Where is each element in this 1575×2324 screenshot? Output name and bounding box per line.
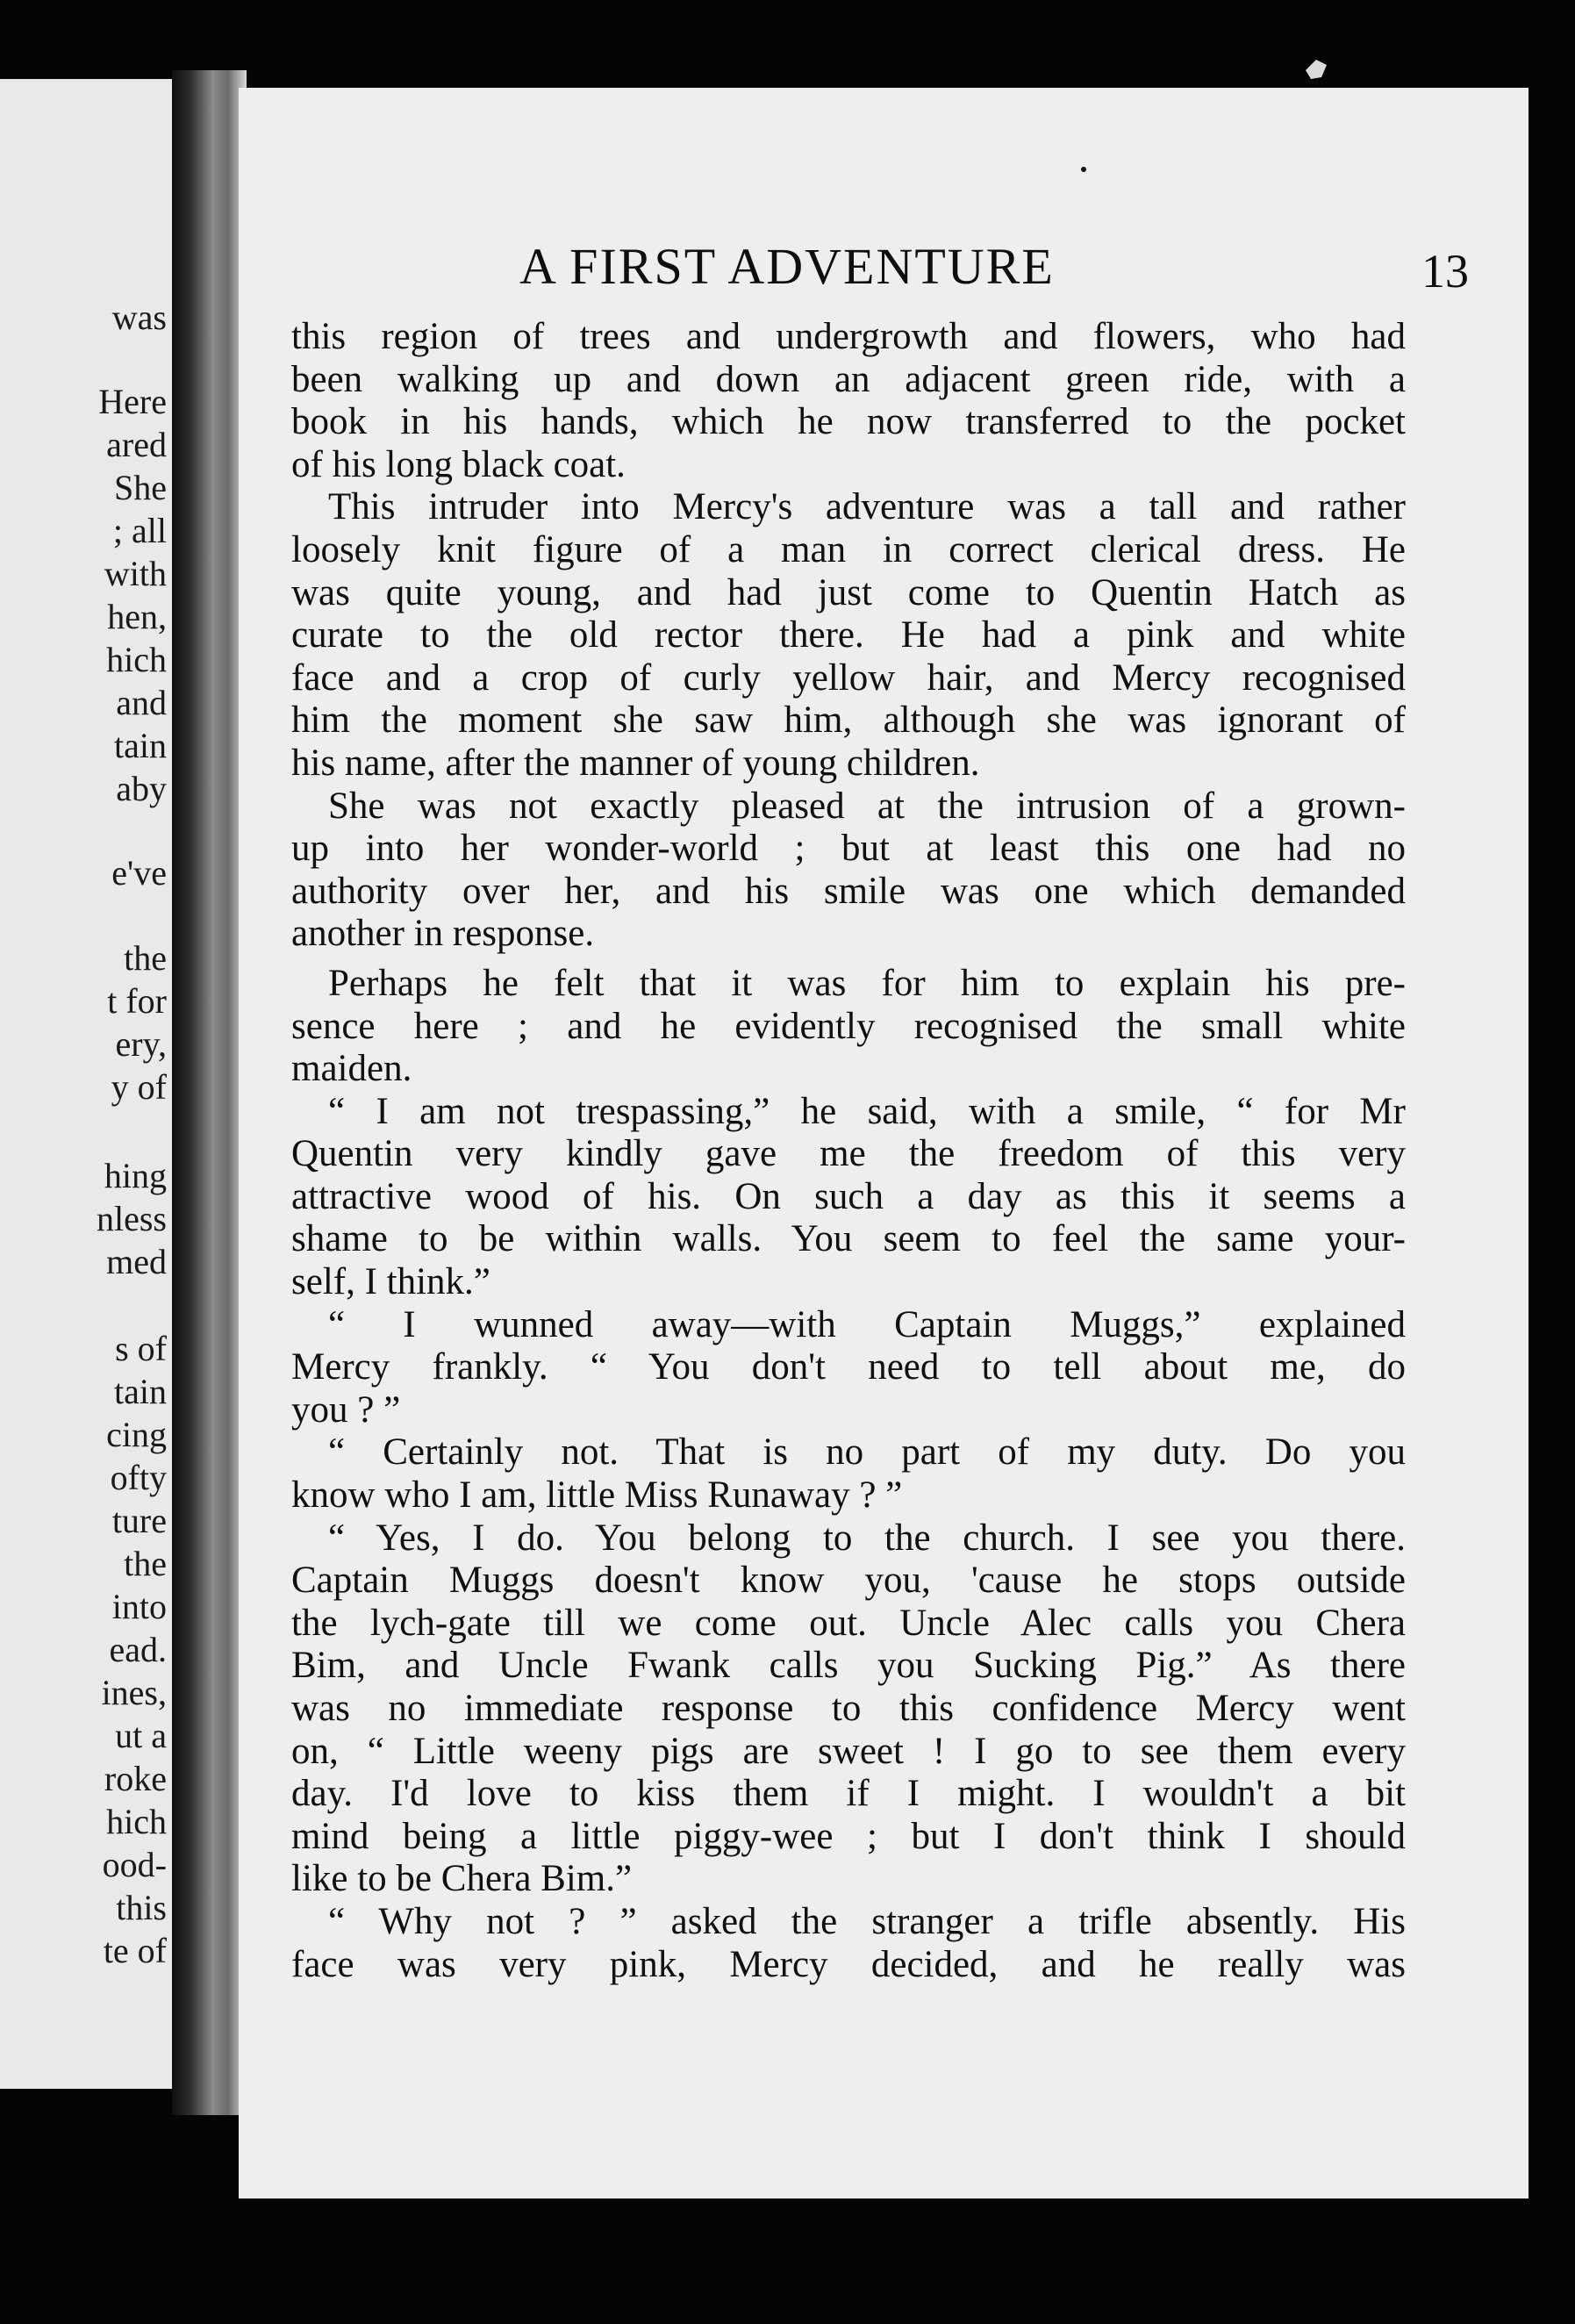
paragraph-start-line: This intruder into Mercy's adventure was a tall and rather <box>328 486 1406 528</box>
left-line: ture <box>111 1501 167 1540</box>
left-line: roke <box>104 1759 167 1798</box>
text-line: maiden. <box>291 1048 412 1090</box>
left-line: the <box>124 1544 167 1583</box>
text-line: was quite young, and had just come to Quentin Hatch as <box>291 571 1406 613</box>
text-line: book in his hands, which he now transferred to the pocket <box>291 401 1406 443</box>
text-line: sence here ; and he evidently recognised the small white <box>291 1005 1406 1047</box>
text-line: mind being a little piggy-wee ; but I don't think I should <box>291 1815 1406 1857</box>
text-line: his name, after the manner of young children. <box>291 742 980 784</box>
scan-speck <box>1081 167 1086 172</box>
left-line: ofty <box>110 1458 167 1497</box>
left-line: hen, <box>107 597 167 636</box>
text-line: face and a crop of curly yellow hair, and Mercy recognised <box>291 656 1406 699</box>
text-line: attractive wood of his. On such a day as this it seems a <box>291 1175 1406 1217</box>
text-line: him the moment she saw him, although she was ignorant of <box>291 699 1406 742</box>
left-line: hing <box>104 1156 167 1195</box>
left-line: med <box>106 1242 167 1281</box>
left-line: ut a <box>115 1716 167 1755</box>
text-line: this region of trees and undergrowth and flowers, who had <box>291 316 1406 357</box>
left-line: ared <box>106 425 167 464</box>
left-line: ead. <box>109 1630 167 1669</box>
left-line: nless <box>97 1199 167 1238</box>
previous-page-fragment <box>0 79 175 2089</box>
left-line: cing <box>106 1415 167 1454</box>
text-line: was no immediate response to this confidence Mercy went <box>291 1688 1406 1729</box>
paragraph-start-line: “ Yes, I do. You belong to the church. I see you there. <box>328 1517 1406 1559</box>
left-line: into <box>111 1587 167 1626</box>
paragraph-start-line: “ I am not trespassing,” he said, with a smile, “ for Mr <box>328 1090 1406 1132</box>
text-line: Bim, and Uncle Fwank calls you Sucking Pig.” As there <box>291 1645 1406 1687</box>
text-line: loosely knit figure of a man in correct clerical dress. He <box>291 528 1406 570</box>
text-line: up into her wonder-world ; but at least this one had no <box>291 828 1406 870</box>
left-line: te of <box>103 1931 167 1970</box>
page-header <box>239 237 1528 307</box>
running-title: A FIRST ADVENTURE <box>519 238 1055 295</box>
paragraph-start-line: Perhaps he felt that it was for him to explain his pre- <box>328 962 1406 1004</box>
left-line: y of <box>111 1067 167 1107</box>
text-line: of his long black coat. <box>291 443 626 485</box>
book-gutter-shadow <box>172 70 247 2115</box>
text-line: Captain Muggs doesn't know you, 'cause he stops outside <box>291 1560 1406 1602</box>
text-line: day. I'd love to kiss them if I might. I wouldn't a bit <box>291 1773 1406 1815</box>
left-line: hich <box>106 1802 167 1841</box>
left-line: t for <box>107 981 167 1021</box>
text-line: another in response. <box>291 913 595 955</box>
left-line: tain <box>114 726 167 765</box>
paragraph-start-line: She was not exactly pleased at the intrusion of a grown- <box>328 785 1406 827</box>
left-line: aby <box>116 769 167 808</box>
text-line: authority over her, and his smile was one which demanded <box>291 870 1406 912</box>
left-line: hich <box>106 640 167 679</box>
left-line: the <box>124 938 167 978</box>
book-page <box>239 88 1528 2198</box>
left-line: and <box>116 683 167 722</box>
text-line: been walking up and down an adjacent green ride, with a <box>291 358 1406 400</box>
text-line: know who I am, little Miss Runaway ? ” <box>291 1474 903 1517</box>
paragraph-start-line: “ Why not ? ” asked the stranger a trifle absently. His <box>328 1900 1406 1942</box>
page-body <box>291 316 1406 1986</box>
left-line: ery, <box>115 1024 167 1064</box>
paragraph-start-line: “ Certainly not. That is no part of my duty. Do you <box>328 1431 1406 1474</box>
page-number: 13 <box>1421 245 1469 298</box>
text-line: on, “ Little weeny pigs are sweet ! I go to see them every <box>291 1730 1406 1772</box>
text-line: the lych-gate till we come out. Uncle Alec calls you Chera <box>291 1602 1406 1644</box>
text-line: shame to be within walls. You seem to feel the same your- <box>291 1218 1406 1260</box>
text-line: you ? ” <box>291 1388 401 1431</box>
text-line: curate to the old rector there. He had a pink and white <box>291 614 1406 656</box>
left-line: this <box>116 1888 167 1927</box>
text-line: Mercy frankly. “ You don't need to tell about me, do <box>291 1346 1406 1388</box>
text-line: face was very pink, Mercy decided, and he really was <box>291 1943 1406 1985</box>
scan-speck-mark <box>1299 53 1334 88</box>
text-line: like to be Chera Bim.” <box>291 1858 633 1900</box>
left-line: with <box>104 554 167 593</box>
left-line: ood- <box>102 1845 167 1884</box>
left-line: e've <box>111 853 167 893</box>
text-line: self, I think.” <box>291 1261 490 1303</box>
left-line: ; all <box>112 511 167 550</box>
text-line: Quentin very kindly gave me the freedom of this very <box>291 1133 1406 1175</box>
left-line: tain <box>114 1372 167 1411</box>
left-line: Here <box>98 382 167 421</box>
left-line: s of <box>115 1329 167 1368</box>
left-line: was <box>111 298 167 337</box>
left-line: She <box>114 468 167 507</box>
paragraph-start-line: “ I wunned away—with Captain Muggs,” explained <box>328 1303 1406 1345</box>
left-line: ines, <box>101 1673 167 1712</box>
